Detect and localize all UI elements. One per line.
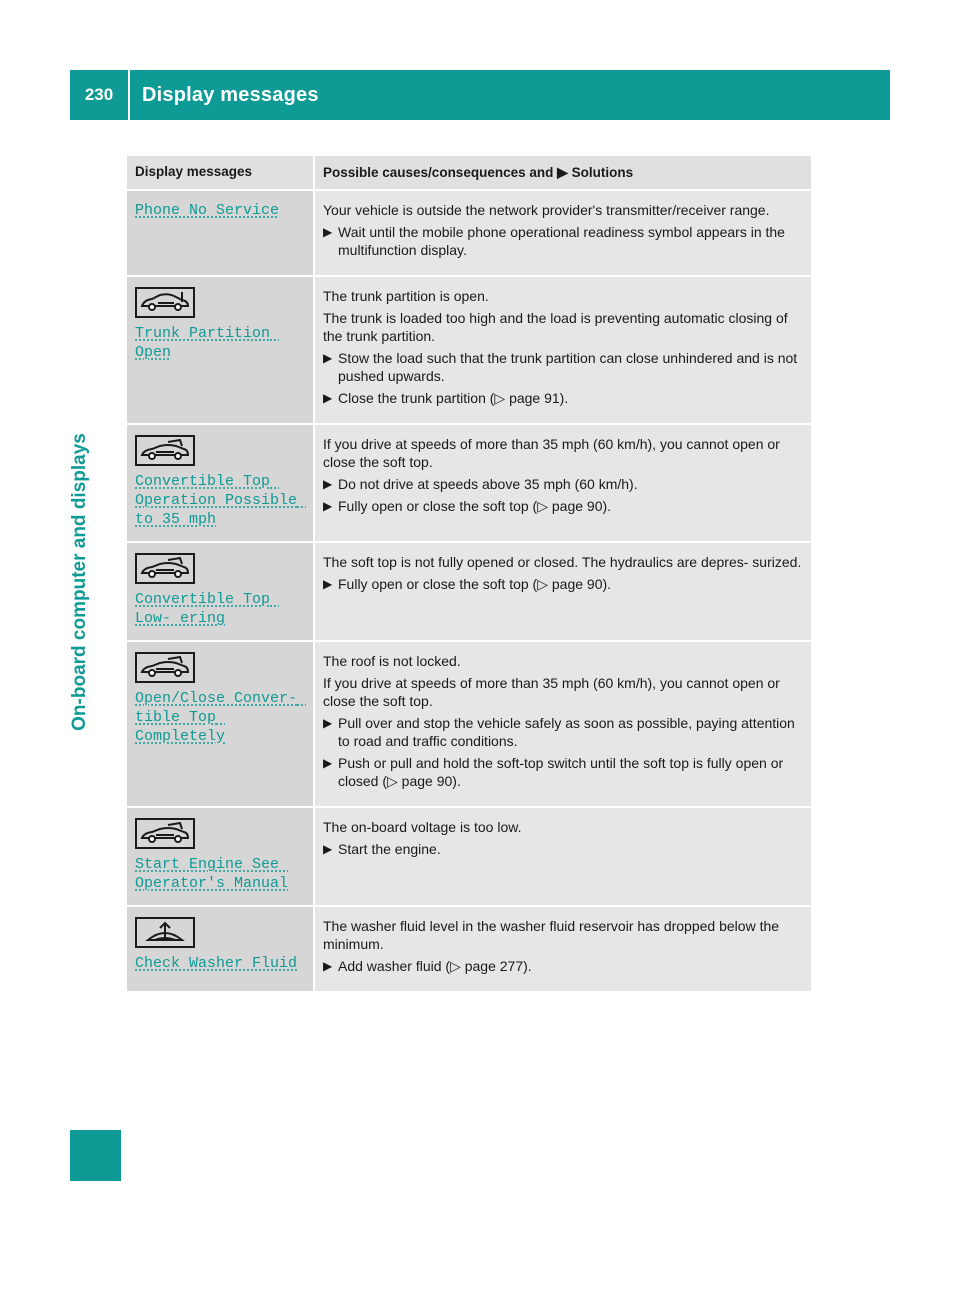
solution-step-text: Add washer fluid (▷ page 277). <box>338 958 532 974</box>
display-message-cell <box>127 541 313 640</box>
convertible-top-icon <box>135 652 195 683</box>
column-header-causes <box>313 156 811 189</box>
solution-step <box>323 957 803 975</box>
table-row <box>127 423 811 541</box>
step-arrow-icon: ▶ <box>323 351 333 365</box>
step-arrow-icon: ▶ <box>323 391 333 405</box>
solution-arrow-icon: ▶ <box>557 164 568 180</box>
solution-step-text: Wait until the mobile phone operational readiness symbol appears in the multifunction display. <box>338 224 785 258</box>
side-title-text: On-board computer and displays <box>69 433 90 731</box>
display-message-text: Trunk Partition Open <box>135 325 280 361</box>
trunk-partition-icon <box>135 287 195 318</box>
step-arrow-icon: ▶ <box>323 477 333 491</box>
display-message-cell <box>127 275 313 423</box>
display-message-cell <box>127 423 313 541</box>
solution-step-text: Push or pull and hold the soft-top switch until the soft top is fully open or closed (▷ page 90). <box>338 755 784 789</box>
solution-step-text: Pull over and stop the vehicle safely as soon as possible, paying attention to road and traffic conditions. <box>338 715 795 749</box>
table-row <box>127 806 811 905</box>
step-arrow-icon: ▶ <box>323 225 333 239</box>
solution-step <box>323 223 803 259</box>
washer-fluid-icon <box>135 917 195 948</box>
step-arrow-icon: ▶ <box>323 959 333 973</box>
step-arrow-icon: ▶ <box>323 499 333 513</box>
display-message-cell <box>127 806 313 905</box>
cause-paragraph: Your vehicle is outside the network provider's transmitter/receiver range. <box>323 202 770 218</box>
solution-step <box>323 714 803 750</box>
solution-step-text: Fully open or close the soft top (▷ page 90). <box>338 576 612 592</box>
convertible-top-icon <box>135 435 195 466</box>
page-number: 230 <box>84 85 114 104</box>
column-header-causes-suffix: Solutions <box>571 165 634 180</box>
cause-paragraph: The soft top is not fully opened or closed. The hydraulics are depres- surized. <box>323 554 802 570</box>
step-arrow-icon: ▶ <box>323 716 333 730</box>
solution-step <box>323 497 803 515</box>
causes-solutions-cell <box>313 423 811 541</box>
display-message-text: Phone No Service <box>135 202 280 219</box>
solution-step <box>323 575 803 593</box>
table-row <box>127 905 811 991</box>
cause-paragraph: The trunk partition is open. <box>323 288 489 304</box>
table-row <box>127 541 811 640</box>
cause-paragraph: If you drive at speeds of more than 35 mph (60 km/h), you cannot open or close the soft top. <box>323 436 780 470</box>
solution-step-text: Close the trunk partition (▷ page 91). <box>338 390 569 406</box>
header-divider <box>128 70 130 120</box>
display-message-text: Start Engine See Operator's Manual <box>135 856 289 892</box>
header-bar <box>70 70 890 120</box>
solution-step <box>323 754 803 790</box>
solution-step-text: Start the engine. <box>338 841 441 857</box>
display-message-cell <box>127 640 313 806</box>
section-title: Display messages <box>142 83 319 106</box>
display-message-cell <box>127 905 313 991</box>
table-row <box>127 275 811 423</box>
step-arrow-icon: ▶ <box>323 842 333 856</box>
display-message-text: Open/Close Conver‐ tible Top Completely <box>135 690 307 745</box>
cause-paragraph: The washer fluid level in the washer fluid reservoir has dropped below the minimum. <box>323 918 780 952</box>
step-arrow-icon: ▶ <box>323 756 333 770</box>
table-header-row <box>127 156 811 189</box>
side-tab-marker <box>70 1130 121 1181</box>
display-message-text: Check Washer Fluid <box>135 955 298 972</box>
cause-paragraph: If you drive at speeds of more than 35 mph (60 km/h), you cannot open or close the soft top. <box>323 675 780 709</box>
causes-solutions-cell <box>313 806 811 905</box>
causes-solutions-cell <box>313 275 811 423</box>
causes-solutions-cell <box>313 189 811 275</box>
table-row <box>127 189 811 275</box>
display-message-cell <box>127 189 313 275</box>
causes-solutions-cell <box>313 541 811 640</box>
solution-step-text: Fully open or close the soft top (▷ page 90). <box>338 498 612 514</box>
cause-paragraph: The on-board voltage is too low. <box>323 819 522 835</box>
step-arrow-icon: ▶ <box>323 577 333 591</box>
display-messages-table <box>127 156 811 991</box>
solution-step-text: Stow the load such that the trunk partition can close unhindered and is not pushed upwards. <box>338 350 798 384</box>
solution-step <box>323 349 803 385</box>
solution-step-text: Do not drive at speeds above 35 mph (60 km/h). <box>338 476 638 492</box>
convertible-top-icon <box>135 818 195 849</box>
column-header-display: Display messages <box>127 156 313 189</box>
table-row <box>127 640 811 806</box>
cause-paragraph: The roof is not locked. <box>323 653 461 669</box>
causes-solutions-cell <box>313 905 811 991</box>
table-body <box>127 189 811 991</box>
solution-step <box>323 389 803 407</box>
convertible-top-icon <box>135 553 195 584</box>
solution-step <box>323 840 803 858</box>
display-message-text: Convertible Top Operation Possible to 35 mph <box>135 473 307 528</box>
solution-step <box>323 475 803 493</box>
column-header-causes-prefix: Possible causes/consequences and <box>323 165 554 180</box>
cause-paragraph: The trunk is loaded too high and the load is preventing automatic closing of the trunk partition. <box>323 310 788 344</box>
causes-solutions-cell <box>313 640 811 806</box>
display-message-text: Convertible Top Low‐ ering <box>135 591 280 627</box>
